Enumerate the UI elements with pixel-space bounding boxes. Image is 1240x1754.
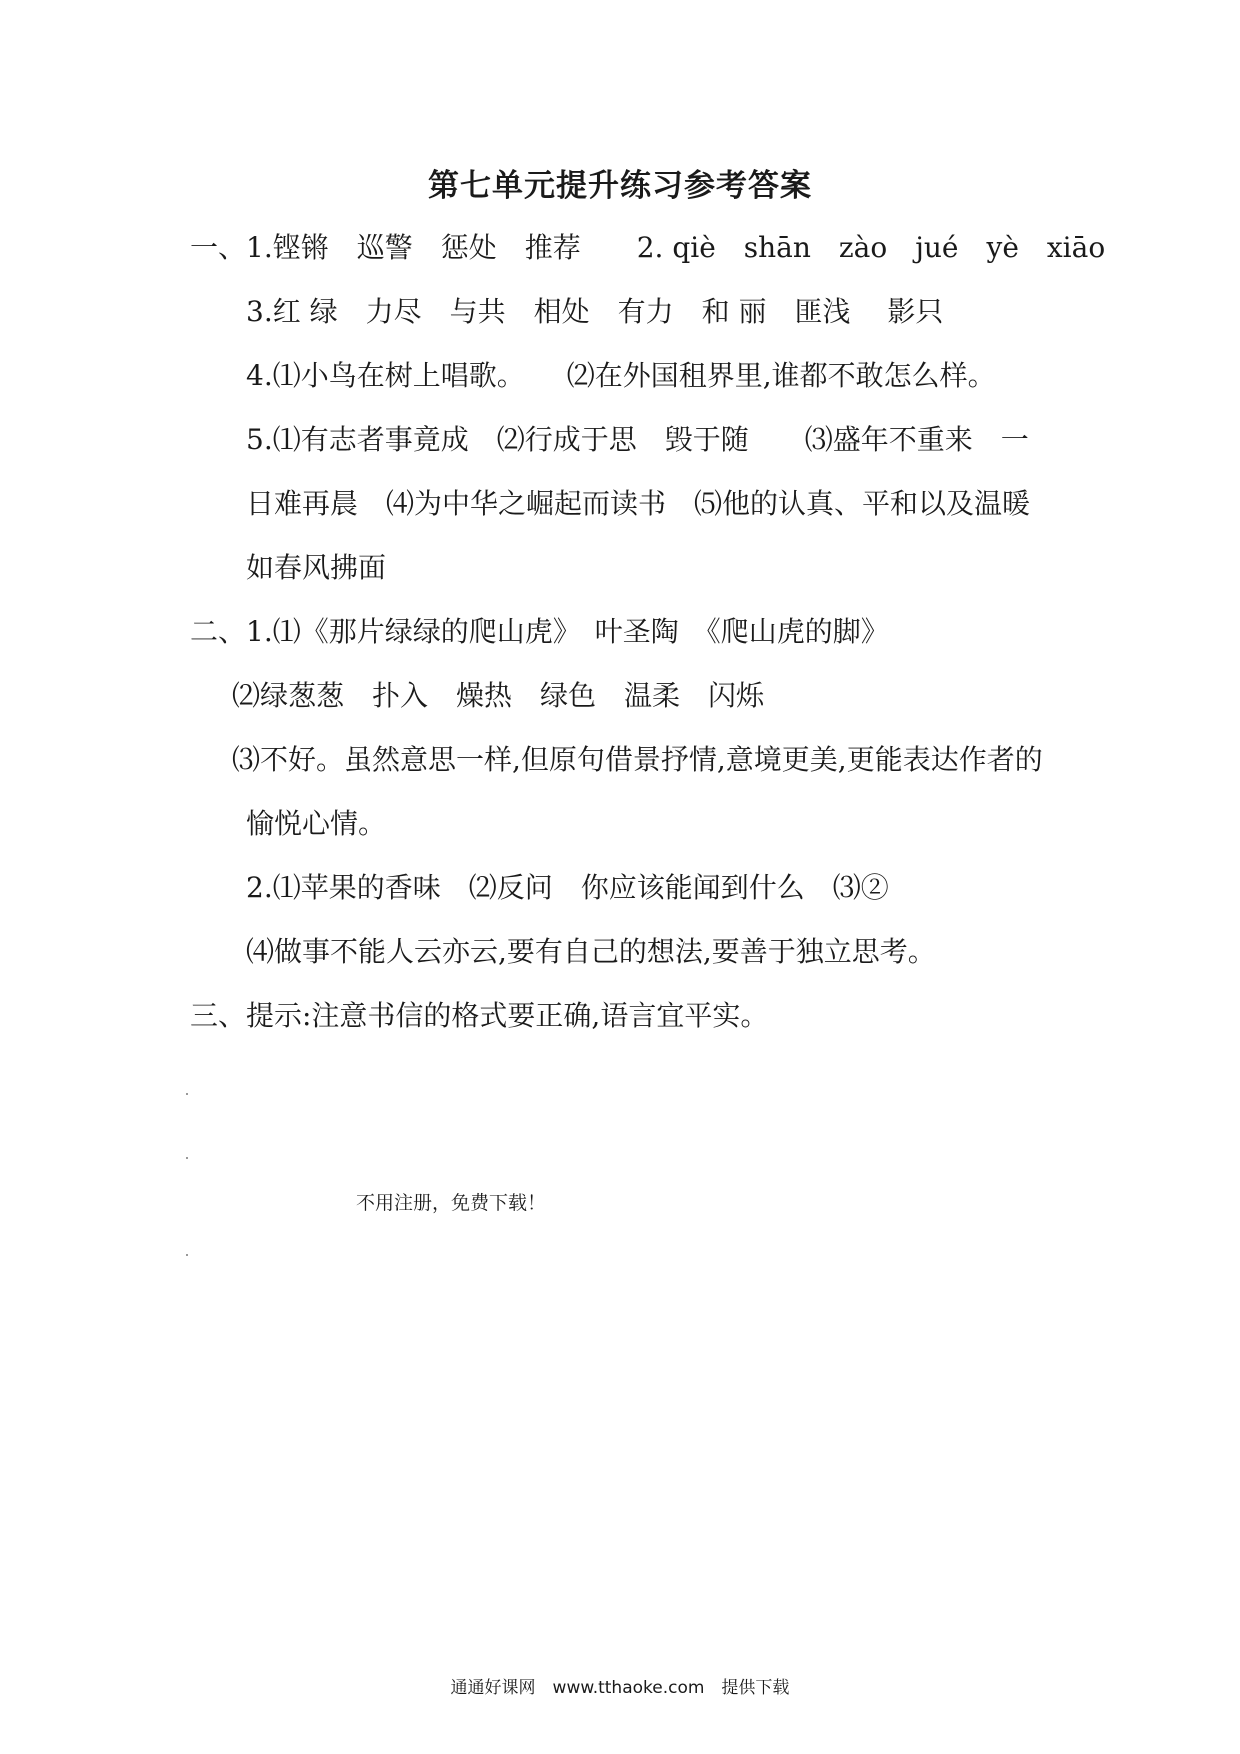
- answer-line-11: 2.⑴苹果的香味 ⑵反问 你应该能闻到什么 ⑶②: [246, 871, 889, 904]
- answer-line-8: ⑵绿葱葱 扑入 燥热 绿色 温柔 闪烁: [232, 679, 765, 712]
- free-download-note: 不用注册，免费下载！: [356, 1192, 547, 1214]
- scan-dot: [186, 1093, 188, 1095]
- page-title: 第七单元提升练习参考答案: [428, 168, 812, 204]
- answer-line-3: 4.⑴小鸟在树上唱歌。 ⑵在外国租界里,谁都不敢怎么样。: [246, 359, 996, 392]
- answer-line-10: 愉悦心情。: [246, 807, 387, 840]
- answer-line-1: 一、1.铿锵 巡警 惩处 推荐 2. qiè shān zào jué yè xiāo: [190, 231, 1106, 264]
- scan-dot: [186, 1254, 188, 1256]
- answer-line-13: 三、提示:注意书信的格式要正确,语言宜平实。: [190, 999, 769, 1032]
- answer-line-7: 二、1.⑴《那片绿绿的爬山虎》 叶圣陶 《爬山虎的脚》: [190, 615, 889, 648]
- answer-line-2: 3.红 绿 力尽 与共 相处 有力 和 丽 匪浅 影只: [246, 295, 944, 328]
- answer-line-4: 5.⑴有志者事竟成 ⑵行成于思 毁于随 ⑶盛年不重来 一: [246, 423, 1029, 456]
- scan-dot: [186, 1157, 188, 1159]
- page-footer: 通通好课网 www.tthaoke.com 提供下载: [450, 1678, 790, 1698]
- answer-line-12: ⑷做事不能人云亦云,要有自己的想法,要善于独立思考。: [246, 935, 936, 968]
- answer-line-9: ⑶不好。虽然意思一样,但原句借景抒情,意境更美,更能表达作者的: [232, 743, 1043, 776]
- answer-line-6: 如春风拂面: [246, 551, 387, 584]
- answer-line-5: 日难再晨 ⑷为中华之崛起而读书 ⑸他的认真、平和以及温暖: [246, 487, 1031, 520]
